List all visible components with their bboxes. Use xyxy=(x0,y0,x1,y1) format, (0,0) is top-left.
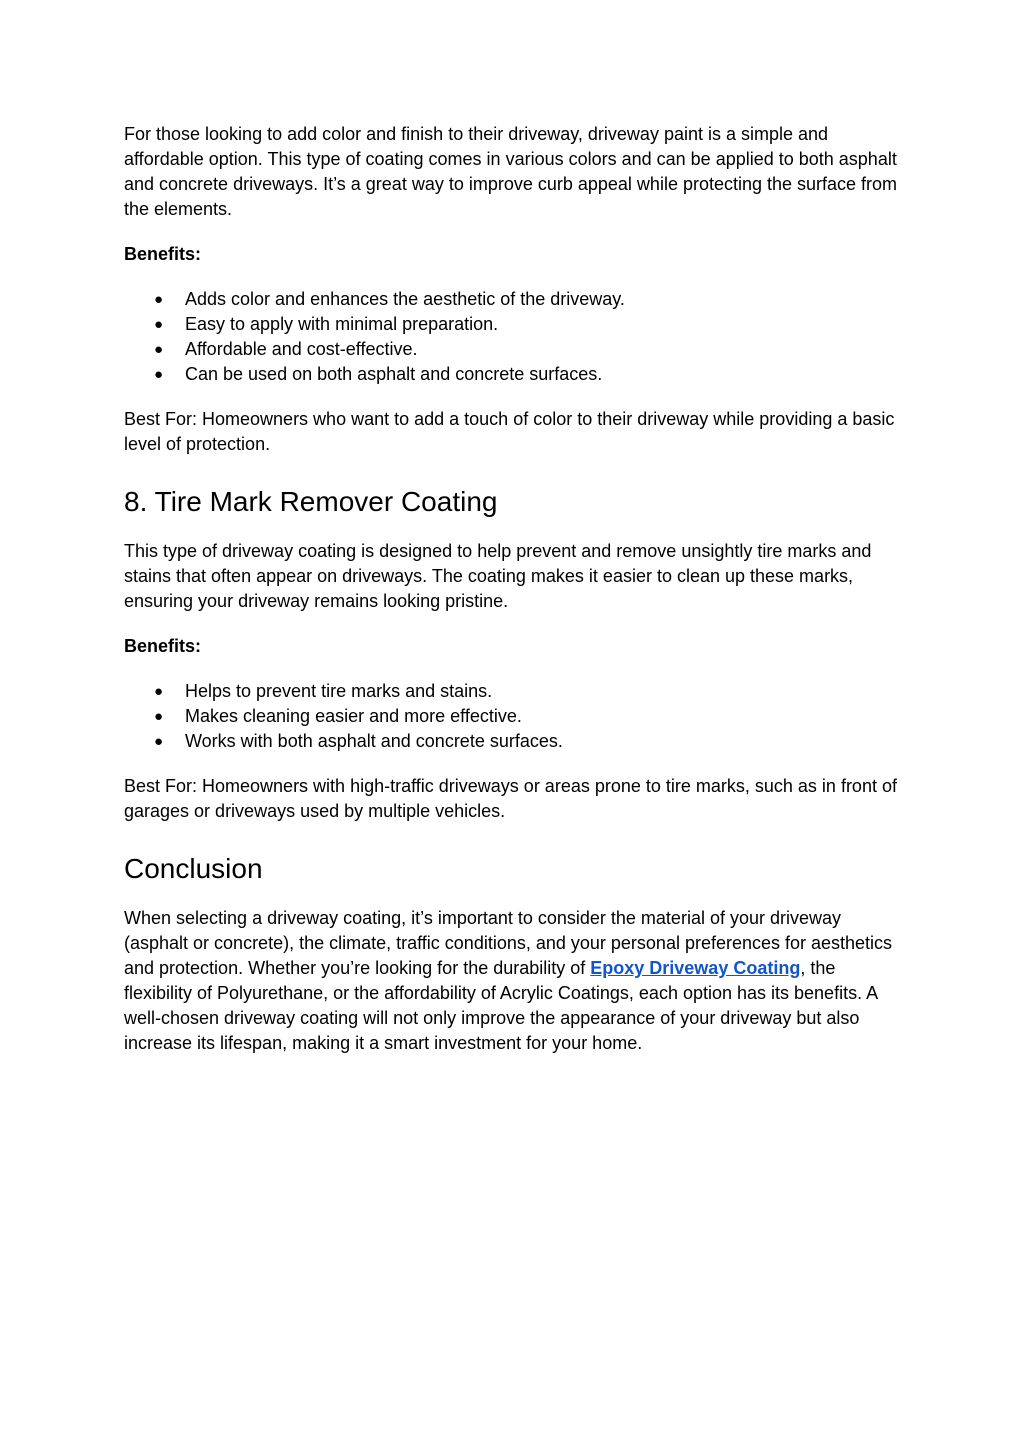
tire-mark-heading: 8. Tire Mark Remover Coating xyxy=(124,486,498,517)
list-item: ● Helps to prevent tire marks and stains. xyxy=(124,679,904,704)
list-item: ● Easy to apply with minimal preparation. xyxy=(124,312,904,337)
intro-paragraph: For those looking to add color and finish to their driveway, driveway paint is a simple and affordable option. This type of coating comes in various colors and can be applied to both asphalt and concrete driveways. It’s a great way to improve curb appeal while protecting the surface from the elements. xyxy=(124,124,898,219)
conclusion-heading: Conclusion xyxy=(124,853,263,884)
intro-best-for: Best For: Homeowners who want to add a touch of color to their driveway while providing a basic level of protection. xyxy=(124,409,895,454)
list-item: ● Makes cleaning easier and more effective. xyxy=(124,704,904,729)
epoxy-driveway-coating-link[interactable]: Epoxy Driveway Coating xyxy=(590,958,801,978)
tire-mark-benefits-list xyxy=(124,679,904,754)
conclusion-text-before-link: When selecting a driveway coating, it’s important to consider the material of your driveway (asphalt or concrete), the climate, traffic conditions, and your personal preferences for aesthetics and protection. Whether you’re looking for the durability of xyxy=(124,908,893,978)
tire-mark-benefits-label: Benefits: xyxy=(124,636,202,656)
conclusion-paragraph xyxy=(124,906,904,1056)
conclusion-text-after-link: , the flexibility of Polyurethane, or the affordability of Acrylic Coatings, each option has its benefits. A well-chosen driveway coating will not only improve the appearance of your driveway but also increase its lifespan, making it a smart investment for your home. xyxy=(124,958,878,1053)
list-item: ● Affordable and cost-effective. xyxy=(124,337,904,362)
document-page xyxy=(124,122,904,1056)
tire-mark-paragraph: This type of driveway coating is designed to help prevent and remove unsightly tire marks and stains that often appear on driveways. The coating makes it easier to clean up these marks, ensuring your driveway remains looking pristine. xyxy=(124,541,872,611)
tire-mark-best-for: Best For: Homeowners with high-traffic driveways or areas prone to tire marks, such as in front of garages or driveways used by multiple vehicles. xyxy=(124,776,897,821)
intro-benefits-list xyxy=(124,287,904,387)
intro-benefits-label: Benefits: xyxy=(124,244,202,264)
list-item: ● Adds color and enhances the aesthetic of the driveway. xyxy=(124,287,904,312)
list-item: ● Can be used on both asphalt and concrete surfaces. xyxy=(124,362,904,387)
list-item: ● Works with both asphalt and concrete surfaces. xyxy=(124,729,904,754)
